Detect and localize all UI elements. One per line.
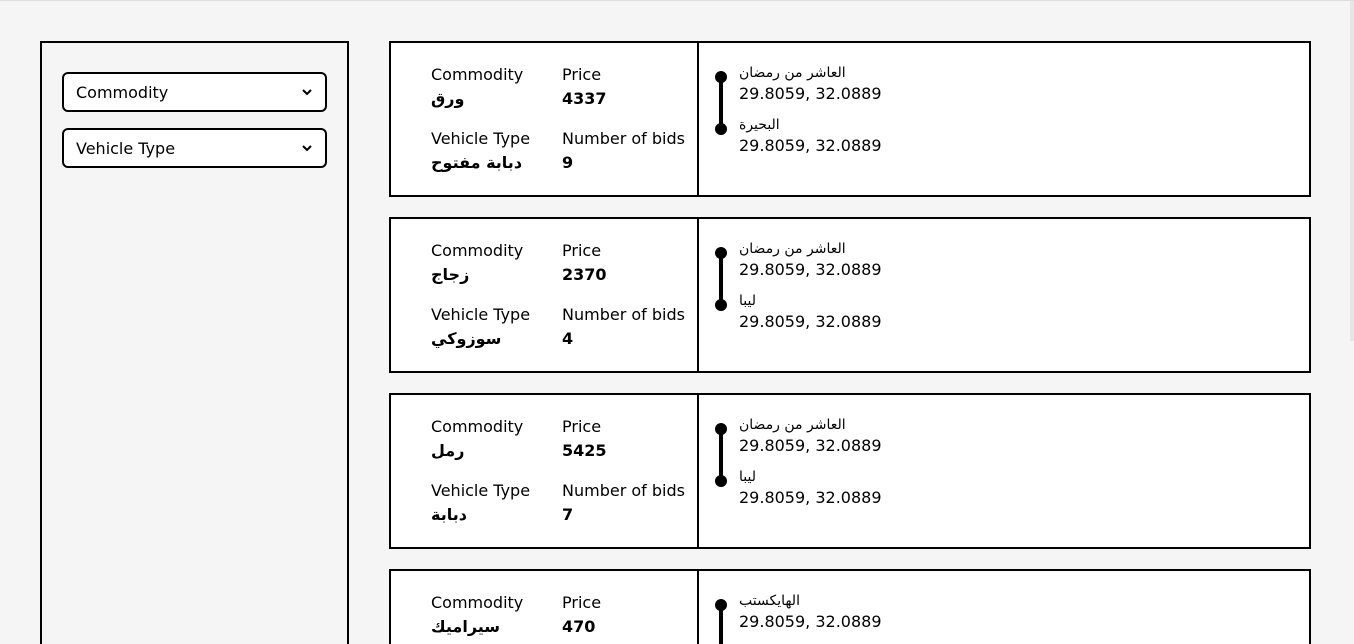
price-label: Price bbox=[562, 417, 602, 436]
origin bbox=[739, 239, 882, 281]
listings bbox=[389, 41, 1311, 644]
vehicle-type-label: Vehicle Type bbox=[431, 129, 531, 148]
destination-name: البحيرة bbox=[739, 117, 780, 133]
origin-coords: 29.8059, 32.0889 bbox=[739, 260, 882, 279]
vehicle-type-field bbox=[431, 479, 530, 527]
destination-name: ليبا bbox=[739, 469, 756, 485]
bids-value: 9 bbox=[562, 153, 574, 172]
origin-dot-icon bbox=[715, 423, 727, 435]
commodity-value: رمل bbox=[431, 441, 465, 460]
route-timeline bbox=[715, 599, 727, 644]
vehicle-type-value: دبابة bbox=[431, 505, 467, 524]
price-label: Price bbox=[562, 593, 602, 612]
origin-name: الهايكستب bbox=[739, 593, 800, 609]
origin-name: العاشر من رمضان bbox=[739, 417, 846, 433]
listing-details bbox=[391, 571, 699, 644]
vehicle-type-select-value: Vehicle Type bbox=[76, 138, 176, 158]
price-value: 5425 bbox=[562, 441, 607, 460]
listing-card[interactable] bbox=[389, 41, 1311, 197]
vehicle-type-value: دبابة مفتوح bbox=[431, 153, 523, 172]
bids-field bbox=[562, 127, 685, 175]
price-field bbox=[562, 63, 607, 111]
commodity-field bbox=[431, 63, 523, 111]
route-timeline bbox=[715, 423, 727, 483]
listing-card[interactable] bbox=[389, 393, 1311, 549]
origin-name: العاشر من رمضان bbox=[739, 241, 846, 257]
vehicle-type-label: Vehicle Type bbox=[431, 481, 531, 500]
vehicle-type-select[interactable] bbox=[62, 128, 327, 168]
destination-dot-icon bbox=[715, 299, 727, 311]
destination-name: ليبا bbox=[739, 293, 756, 309]
route bbox=[699, 219, 1309, 371]
commodity-label: Commodity bbox=[431, 65, 524, 84]
origin-coords: 29.8059, 32.0889 bbox=[739, 436, 882, 455]
commodity-field bbox=[431, 591, 523, 639]
listing-details bbox=[391, 219, 699, 371]
origin-name: العاشر من رمضان bbox=[739, 65, 846, 81]
listing-details bbox=[391, 43, 699, 195]
price-label: Price bbox=[562, 241, 602, 260]
bids-value: 4 bbox=[562, 329, 574, 348]
price-field bbox=[562, 239, 607, 287]
commodity-value: ورق bbox=[431, 89, 465, 108]
destination-dot-icon bbox=[715, 475, 727, 487]
origin-dot-icon bbox=[715, 71, 727, 83]
route bbox=[699, 571, 1309, 644]
commodity-field bbox=[431, 239, 523, 287]
price-value: 470 bbox=[562, 617, 596, 636]
bids-label: Number of bids bbox=[562, 129, 685, 148]
listing-details bbox=[391, 395, 699, 547]
commodity-select[interactable] bbox=[62, 72, 327, 112]
scrollbar[interactable] bbox=[1350, 1, 1354, 341]
chevron-down-icon bbox=[301, 86, 313, 98]
route-timeline bbox=[715, 71, 727, 131]
price-field bbox=[562, 415, 607, 463]
vehicle-type-value: سوزوكي bbox=[431, 329, 502, 348]
destination-dot-icon bbox=[715, 123, 727, 135]
listing-card[interactable] bbox=[389, 569, 1311, 644]
bids-label: Number of bids bbox=[562, 481, 685, 500]
chevron-down-icon bbox=[301, 142, 313, 154]
route-timeline bbox=[715, 247, 727, 307]
route bbox=[699, 395, 1309, 547]
destination-coords: 29.8059, 32.0889 bbox=[739, 488, 882, 507]
origin-coords: 29.8059, 32.0889 bbox=[739, 612, 882, 631]
origin bbox=[739, 63, 882, 105]
price-field bbox=[562, 591, 601, 639]
commodity-field bbox=[431, 415, 523, 463]
price-value: 4337 bbox=[562, 89, 607, 108]
commodity-select-value: Commodity bbox=[76, 82, 169, 102]
vehicle-type-label: Vehicle Type bbox=[431, 305, 531, 324]
commodity-value: سيراميك bbox=[431, 617, 501, 636]
destination-coords: 29.8059, 32.0889 bbox=[739, 136, 882, 155]
origin-dot-icon bbox=[715, 599, 727, 611]
vehicle-type-field bbox=[431, 303, 530, 351]
commodity-label: Commodity bbox=[431, 593, 524, 612]
destination bbox=[739, 291, 882, 333]
price-value: 2370 bbox=[562, 265, 607, 284]
route-line bbox=[719, 429, 723, 481]
bids-field bbox=[562, 303, 685, 351]
commodity-value: زجاج bbox=[431, 265, 470, 284]
commodity-label: Commodity bbox=[431, 417, 524, 436]
destination-coords: 29.8059, 32.0889 bbox=[739, 312, 882, 331]
vehicle-type-field bbox=[431, 127, 530, 175]
destination bbox=[739, 115, 882, 157]
route-line bbox=[719, 253, 723, 305]
bids-value: 7 bbox=[562, 505, 574, 524]
destination bbox=[739, 467, 882, 509]
origin bbox=[739, 415, 882, 457]
origin bbox=[739, 591, 882, 633]
listing-card[interactable] bbox=[389, 217, 1311, 373]
origin-dot-icon bbox=[715, 247, 727, 259]
price-label: Price bbox=[562, 65, 602, 84]
route-line bbox=[719, 77, 723, 129]
bids-field bbox=[562, 479, 685, 527]
bids-label: Number of bids bbox=[562, 305, 685, 324]
route bbox=[699, 43, 1309, 195]
commodity-label: Commodity bbox=[431, 241, 524, 260]
origin-coords: 29.8059, 32.0889 bbox=[739, 84, 882, 103]
filters-panel bbox=[40, 41, 349, 644]
